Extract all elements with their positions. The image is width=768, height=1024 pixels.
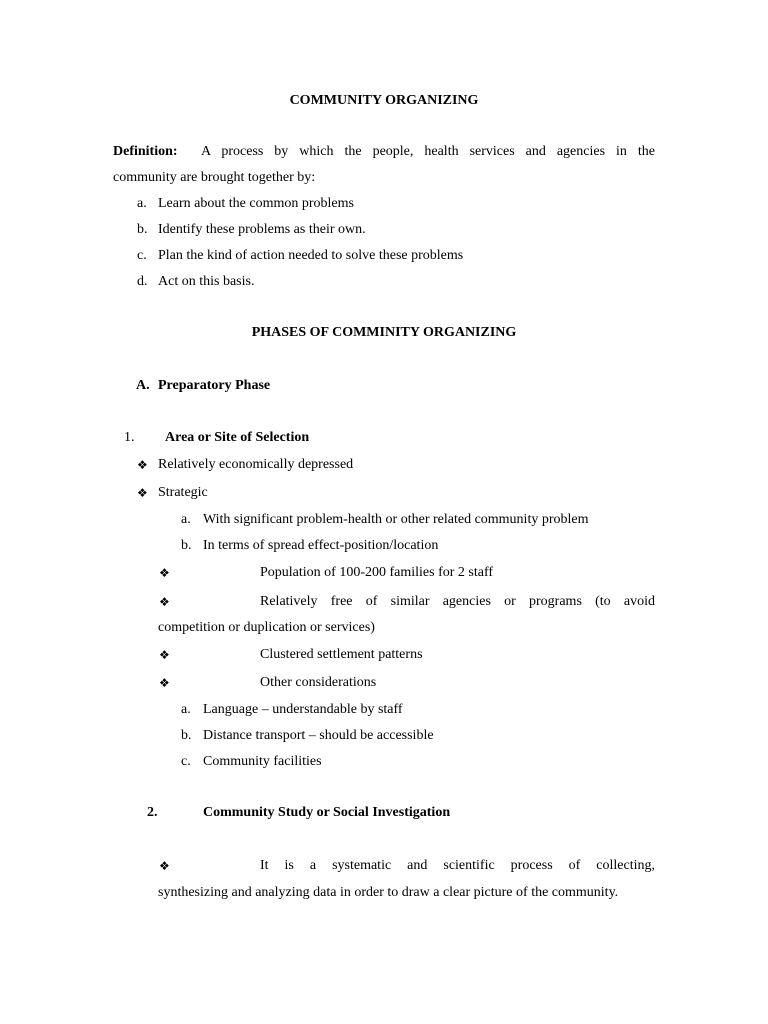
definition-item-text: Identify these problems as their own. bbox=[158, 222, 366, 237]
other-item-marker: b. bbox=[181, 728, 192, 743]
diamond-bullet-icon: ❖ bbox=[159, 566, 170, 580]
phase-a-title: Preparatory Phase bbox=[158, 378, 271, 393]
section2-title: Community Study or Social Investigation bbox=[203, 805, 451, 820]
other-considerations-text: Other considerations bbox=[260, 675, 377, 690]
strategic-item-marker: b. bbox=[181, 538, 192, 553]
diamond-bullet-icon: ❖ bbox=[137, 458, 148, 472]
strategic-item-text: With significant problem-health or other related community problem bbox=[203, 512, 589, 527]
other-item-text: Community facilities bbox=[203, 754, 322, 769]
phase-a-marker: A. bbox=[136, 378, 150, 393]
diamond-bullet-icon: ❖ bbox=[159, 676, 170, 690]
section2-number: 2. bbox=[147, 805, 158, 820]
diamond-bullet-icon: ❖ bbox=[159, 648, 170, 662]
page-title: COMMUNITY ORGANIZING bbox=[289, 93, 479, 108]
definition-text-line1: A process by which the people, health services and agencies in the bbox=[201, 144, 655, 159]
strategic-item-marker: a. bbox=[181, 512, 191, 527]
relatively-free-line1: Relatively free of similar agencies or programs (to avoid bbox=[260, 594, 655, 609]
other-item-text: Distance transport – should be accessible bbox=[203, 728, 434, 743]
diamond-bullet-icon: ❖ bbox=[159, 595, 170, 609]
definition-item-text: Act on this basis. bbox=[158, 274, 255, 289]
section1-number: 1. bbox=[124, 430, 135, 445]
population-text: Population of 100-200 families for 2 staff bbox=[260, 565, 494, 580]
other-item-text: Language – understandable by staff bbox=[203, 702, 403, 717]
relatively-free-line2: competition or duplication or services) bbox=[158, 620, 375, 635]
definition-item-marker: b. bbox=[137, 222, 148, 237]
bullet-text: Relatively economically depressed bbox=[158, 457, 354, 472]
other-item-marker: a. bbox=[181, 702, 191, 717]
definition-item-marker: c. bbox=[137, 248, 147, 263]
section2-text-line1: It is a systematic and scientific process of collecting, bbox=[260, 858, 655, 873]
definition-item-marker: a. bbox=[137, 196, 147, 211]
diamond-bullet-icon: ❖ bbox=[137, 486, 148, 500]
clustered-text: Clustered settlement patterns bbox=[260, 647, 423, 662]
diamond-bullet-icon: ❖ bbox=[159, 859, 170, 873]
definition-label: Definition: bbox=[113, 144, 178, 159]
bullet-text: Strategic bbox=[158, 485, 208, 500]
strategic-item-text: In terms of spread effect-position/location bbox=[203, 538, 439, 553]
phases-heading: PHASES OF COMMINITY ORGANIZING bbox=[251, 325, 517, 340]
definition-text-line2: community are brought together by: bbox=[113, 170, 316, 185]
other-item-marker: c. bbox=[181, 754, 191, 769]
definition-item-marker: d. bbox=[137, 274, 148, 289]
definition-item-text: Learn about the common problems bbox=[158, 196, 354, 211]
definition-item-text: Plan the kind of action needed to solve these problems bbox=[158, 248, 464, 263]
section1-title: Area or Site of Selection bbox=[165, 430, 310, 445]
section2-text-line2: synthesizing and analyzing data in order to draw a clear picture of the community. bbox=[158, 885, 619, 900]
